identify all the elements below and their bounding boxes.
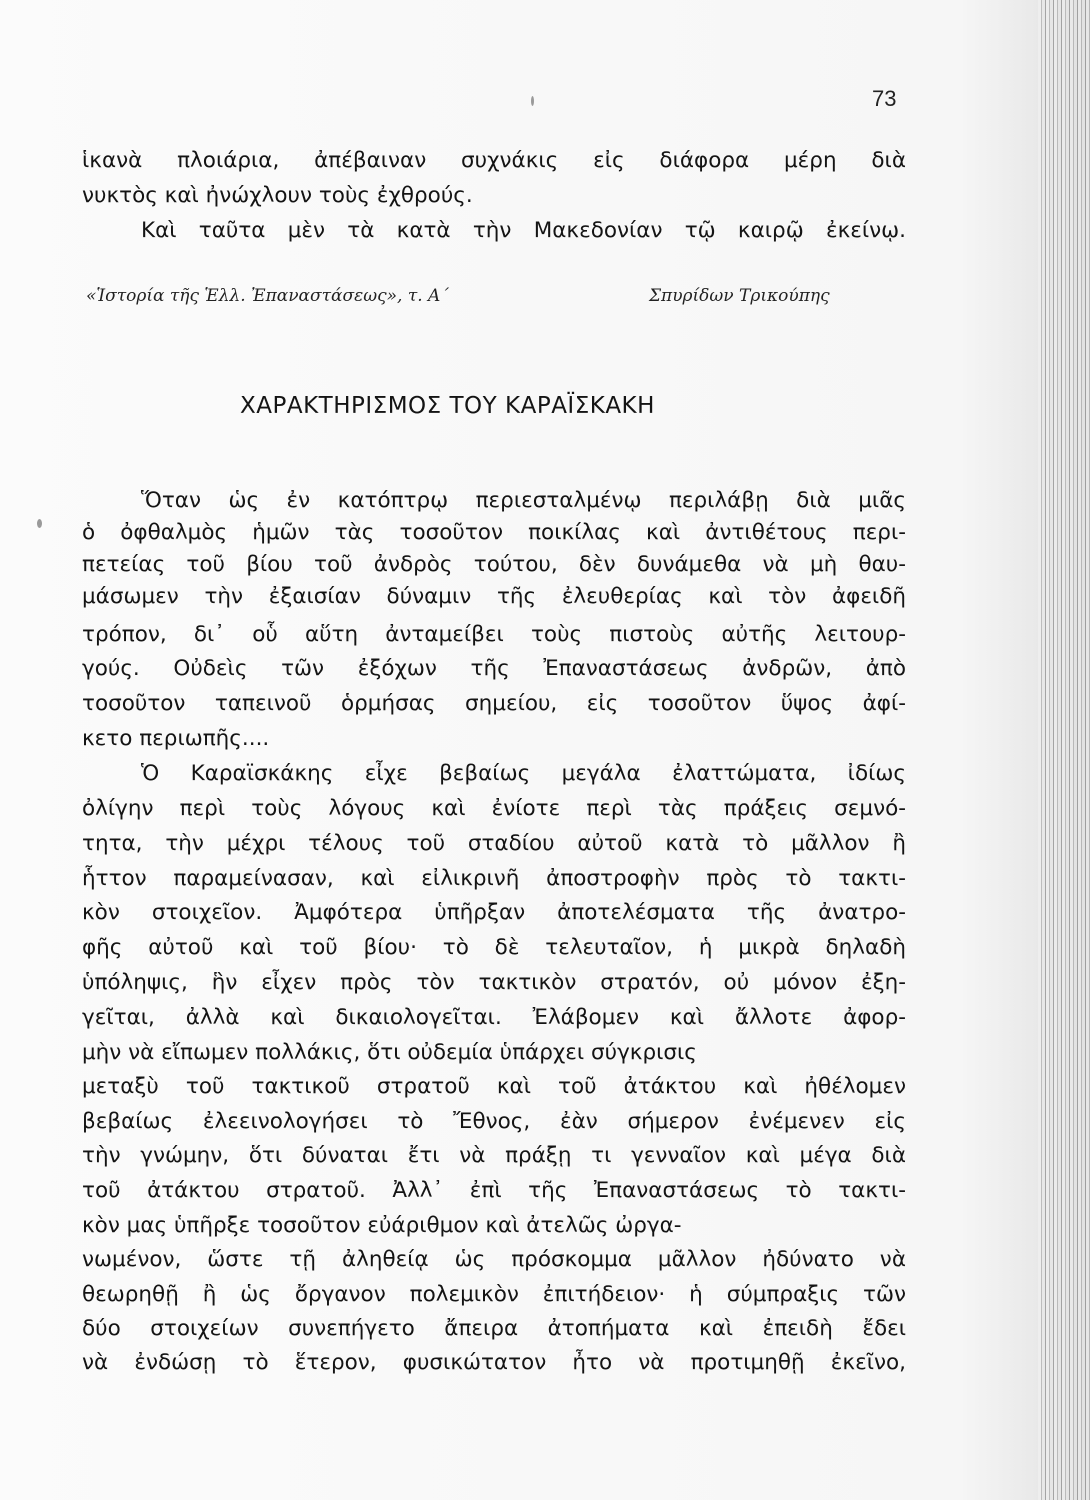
- text-line: ἧττον παραμείνασαν, καὶ εἰλικρινῆ ἀποστροφὴν πρὸς τὸ τακτι-: [82, 866, 906, 891]
- text-line: βεβαίως ἐλεεινολογήσει τὸ Ἔθνος, ἐὰν σήμερον ἐνέμενεν εἰς: [82, 1109, 906, 1134]
- text-line: κετο περιωπῆς....: [82, 726, 270, 751]
- text-line: νωμένον, ὥστε τῇ ἀληθείᾳ ὡς πρόσκομμα μᾶλλον ἠδύνατο νὰ: [82, 1247, 906, 1272]
- text-line: νὰ ἐνδώσῃ τὸ ἕτερον, φυσικώτατον ἦτο νὰ προτιμηθῇ ἐκεῖνο,: [82, 1350, 906, 1375]
- text-line: Ὅταν ὡς ἐν κατόπτρῳ περιεσταλμένῳ περιλάβῃ διὰ μιᾶς: [141, 488, 906, 513]
- text-line: ἱκανὰ πλοιάρια, ἀπέβαιναν συχνάκις εἰς διάφορα μέρη διὰ: [82, 148, 906, 173]
- paper-speck: [531, 96, 534, 106]
- text-line: μὴν νὰ εἴπωμεν πολλάκις, ὅτι οὐδεμία ὑπάρχει σύγκρισις: [82, 1040, 697, 1065]
- text-line: δύο στοιχείων συνεπήγετο ἄπειρα ἀτοπήματα καὶ ἐπειδὴ ἔδει: [82, 1316, 906, 1341]
- text-line: τοσοῦτον ταπεινοῦ ὁρμήσας σημείου, εἰς τοσοῦτον ὕψος ἀφί-: [82, 691, 906, 716]
- text-line: Καὶ ταῦτα μὲν τὰ κατὰ τὴν Μακεδονίαν τῷ καιρῷ ἐκείνῳ.: [141, 218, 906, 243]
- text-line: κὸν μας ὑπῆρξε τοσοῦτον εὐάριθμον καὶ ἀτελῶς ὠργα-: [82, 1213, 682, 1238]
- text-line: ὁ ὀφθαλμὸς ἡμῶν τὰς τοσοῦτον ποικίλας καὶ ἀντιθέτους περι-: [82, 520, 906, 545]
- text-line: κὸν στοιχεῖον. Ἀμφότερα ὑπῆρξαν ἀποτελέσματα τῆς ἀνατρο-: [82, 900, 906, 925]
- text-line: ὀλίγην περὶ τοὺς λόγους καὶ ἐνίοτε περὶ τὰς πράξεις σεμνό-: [82, 796, 906, 821]
- text-line: τὴν γνώμην, ὅτι δύναται ἔτι νὰ πράξῃ τι γενναῖον καὶ μέγα διὰ: [82, 1143, 906, 1168]
- paper-speck: [37, 519, 42, 528]
- text-line: τοῦ ἀτάκτου στρατοῦ. Ἀλλ᾿ ἐπὶ τῆς Ἐπαναστάσεως τὸ τακτι-: [82, 1178, 906, 1203]
- text-line: θεωρηθῇ ἢ ὡς ὄργανον πολεμικὸν ἐπιτήδειον· ἡ σύμπραξις τῶν: [82, 1282, 906, 1307]
- text-line: φῆς αὐτοῦ καὶ τοῦ βίου· τὸ δὲ τελευταῖον, ἡ μικρὰ δηλαδὴ: [82, 935, 906, 960]
- page-edges: [1038, 0, 1090, 1500]
- text-line: πετείας τοῦ βίου τοῦ ἀνδρὸς τούτου, δὲν δυνάμεθα νὰ μὴ θαυ-: [82, 552, 906, 577]
- section-heading: ΧΑΡΑΚΤΗΡΙΣΜΟΣ ΤΟΥ ΚΑΡΑΪΣΚΑΚΗ: [240, 393, 655, 419]
- text-line: γεῖται, ἀλλὰ καὶ δικαιολογεῖται. Ἐλάβομεν καὶ ἄλλοτε ἀφορ-: [82, 1005, 906, 1030]
- text-line: νυκτὸς καὶ ἠνώχλουν τοὺς ἐχθρούς.: [82, 183, 473, 208]
- text-line: γούς. Οὐδεὶς τῶν ἐξόχων τῆς Ἐπαναστάσεως ἀνδρῶν, ἀπὸ: [82, 656, 906, 681]
- text-line: μάσωμεν τὴν ἐξαισίαν δύναμιν τῆς ἐλευθερίας καὶ τὸν ἀφειδῆ: [82, 584, 906, 609]
- text-line: ὑπόληψις, ἣν εἶχεν πρὸς τὸν τακτικὸν στρατόν, οὐ μόνον ἐξη-: [82, 970, 906, 995]
- citation-source: «Ἱστορία τῆς Ἑλλ. Ἐπαναστάσεως», τ. Α΄: [86, 286, 449, 306]
- citation-author: Σπυρίδων Τρικούπης: [649, 286, 830, 306]
- text-line: Ὁ Καραϊσκάκης εἶχε βεβαίως μεγάλα ἐλαττώματα, ἰδίως: [141, 761, 906, 786]
- page-number: 73: [872, 86, 897, 111]
- text-line: τρόπον, δι᾿ οὗ αὕτη ἀνταμείβει τοὺς πιστοὺς αὐτῆς λειτουρ-: [82, 622, 906, 647]
- text-line: μεταξὺ τοῦ τακτικοῦ στρατοῦ καὶ τοῦ ἀτάκτου καὶ ἠθέλομεν: [82, 1074, 906, 1099]
- text-line: τητα, τὴν μέχρι τέλους τοῦ σταδίου αὐτοῦ κατὰ τὸ μᾶλλον ἢ: [82, 831, 906, 856]
